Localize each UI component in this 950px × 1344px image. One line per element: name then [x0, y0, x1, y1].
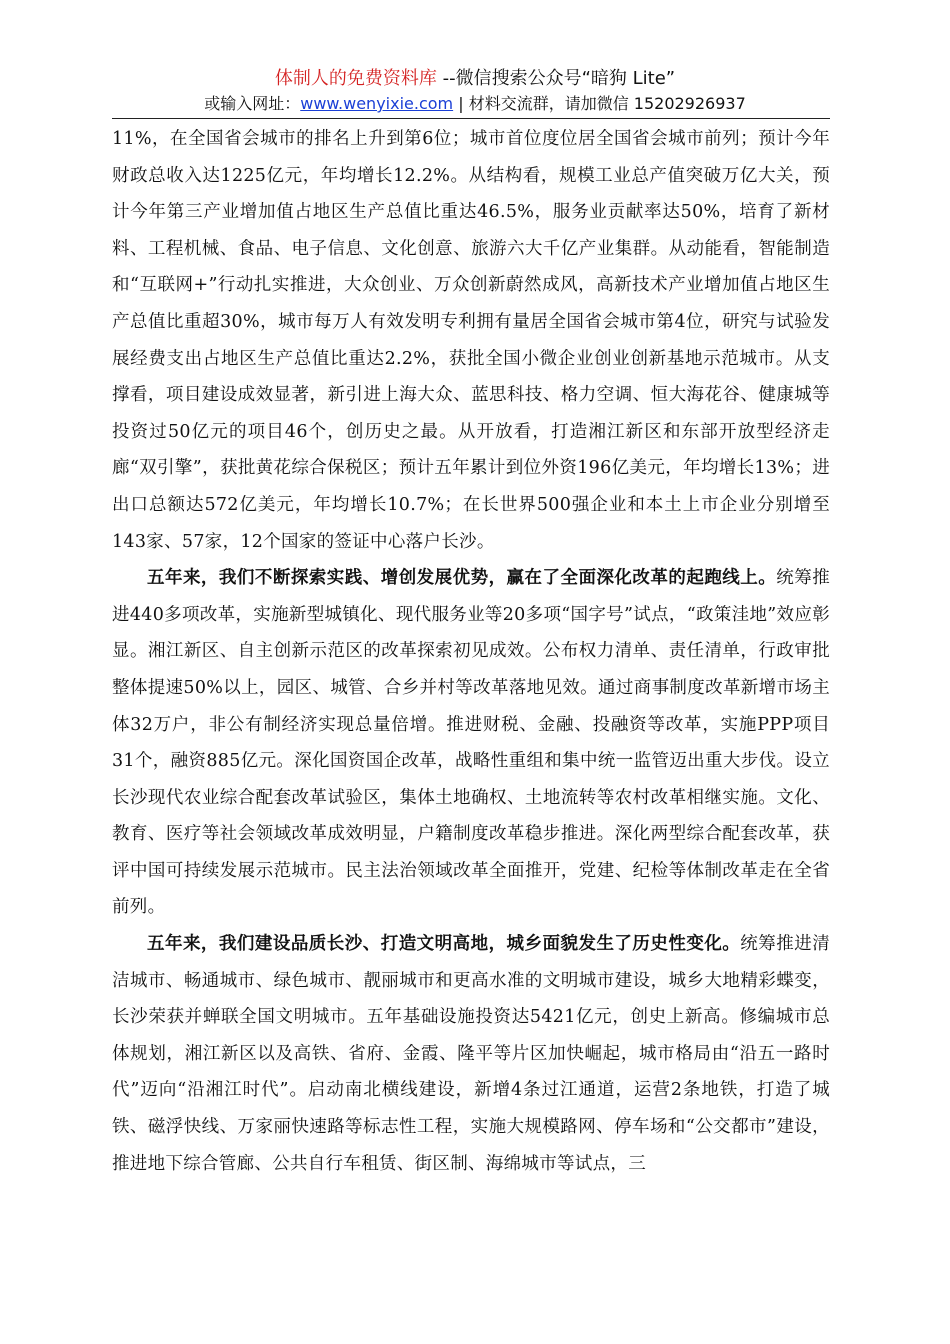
paragraph-text: 11%，在全国省会城市的排名上升到第6位；城市首位度位居全国省会城市前列；预计今年财政总收入达1225亿元，年均增长12.2%。从结构看，规模工业总产值突破万亿大关，预计今年第三产业增加值占地区生产总值比重达46.5%，服务业贡献率达50%，培育了新材料、工程机械、食品、电子信息、文化创意、旅游六大千亿产业集群。从动能看，智能制造和“互联网+”行动扎实推进，大众创业、万众创新蔚然成风，高新技术产业增加值占地区生产总值比重超30%，城市每万人有效发明专利拥有量居全国省会城市第4位，研究与试验发展经费支出占地区生产总值比重达2.2%，获批全国小微企业创业创新基地示范城市。从支撑看，项目建设成效显著，新引进上海大众、蓝思科技、格力空调、恒大海花谷、健康城等投资过50亿元的项目46个，创历史之最。从开放看，打造湘江新区和东部开放型经济走廊“双引擎”，获批黄花综合保税区；预计五年累计到位外资196亿美元，年均增长13%；进出口总额达572亿美元，年均增长10.7%；在长世界500强企业和本土上市企业分别增至143家、57家，12个国家的签证中心落户长沙。 [112, 129, 830, 552]
header-title: 体制人的免费资料库 [274, 68, 437, 89]
header-wechat-hint: --微信搜索公众号“暗狗 Lite” [436, 68, 676, 89]
paragraph-1 [112, 121, 830, 560]
paragraph-2 [112, 560, 830, 926]
header-divider [112, 118, 830, 119]
paragraph-lead: 五年来，我们建设品质长沙、打造文明高地，城乡面貌发生了历史性变化。 [147, 934, 741, 955]
header-line-2 [0, 92, 950, 116]
paragraph-text: 统筹推进清洁城市、畅通城市、绿色城市、靓丽城市和更高水准的文明城市建设，城乡大地精彩蝶变，长沙荣获并蝉联全国文明城市。五年基础设施投资达5421亿元，创史上新高。修编城市总体规划，湘江新区以及高铁、省府、金霞、隆平等片区加快崛起，城市格局由“沿五一路时代”迈向“沿湘江时代”。启动南北横线建设，新增4条过江通道，运营2条地铁，打造了城铁、磁浮快线、万家丽快速路等标志性工程，实施大规模路网、停车场和“公交都市”建设，推进地下综合管廊、公共自行车租赁、街区制、海绵城市等试点，三 [112, 934, 830, 1174]
header-contact: | 材料交流群，请加微信 15202926937 [453, 94, 746, 113]
header-url-prefix: 或输入网址： [204, 94, 301, 113]
header-line-1 [0, 66, 950, 92]
paragraph-lead: 五年来，我们不断探索实践、增创发展优势，赢在了全面深化改革的起跑线上。 [147, 568, 777, 589]
paragraph-3 [112, 926, 830, 1182]
header-url-link[interactable]: www.wenyixie.com [300, 94, 454, 113]
paragraph-text: 统筹推进440多项改革，实施新型城镇化、现代服务业等20多项“国字号”试点，“政策洼地”效应彰显。湘江新区、自主创新示范区的改革探索初见成效。公布权力清单、责任清单，行政审批整体提速50%以上，园区、城管、合乡并村等改革落地见效。通过商事制度改革新增市场主体32万户，非公有制经济实现总量倍增。推进财税、金融、投融资等改革，实施PPP项目31个，融资885亿元。深化国资国企改革，战略性重组和集中统一监管迈出重大步伐。设立长沙现代农业综合配套改革试验区，集体土地确权、土地流转等农村改革相继实施。文化、教育、医疗等社会领域改革成效明显，户籍制度改革稳步推进。深化两型综合配套改革，获评中国可持续发展示范城市。民主法治领域改革全面推开，党建、纪检等体制改革走在全省前列。 [112, 568, 830, 918]
document-body [112, 121, 830, 1182]
